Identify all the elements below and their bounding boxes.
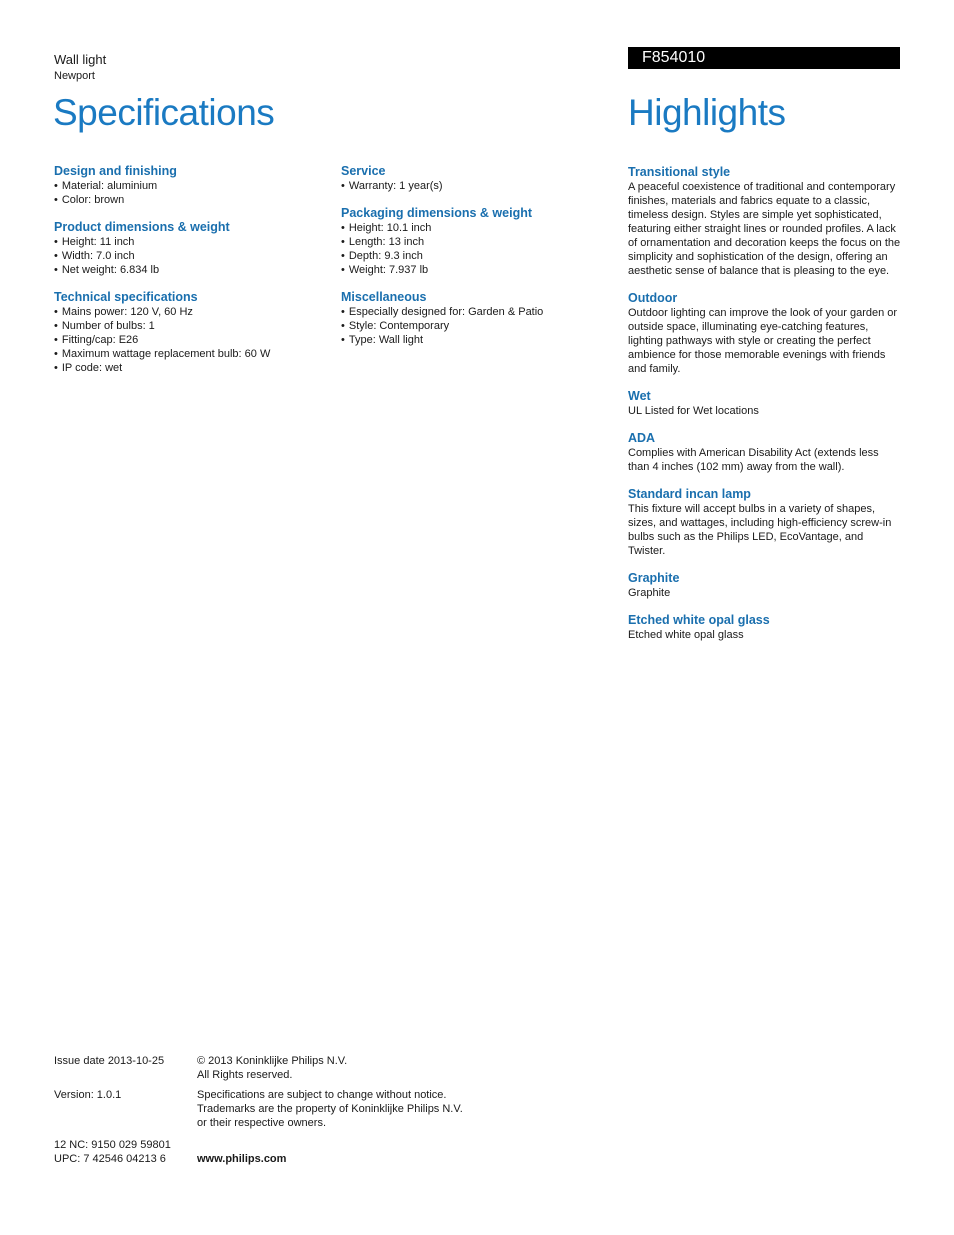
spec-section-service [341, 164, 611, 193]
highlight-outdoor [628, 291, 902, 376]
highlight-title: Graphite [628, 571, 680, 585]
spec-item: • Height: 11 inch [54, 235, 324, 249]
product-type: Wall light [54, 52, 107, 67]
footer-left [54, 1054, 171, 1166]
spec-item: • Length: 13 inch [341, 235, 611, 249]
copyright-line: © 2013 Koninklijke Philips N.V. [197, 1055, 348, 1067]
spec-item: • Color: brown [54, 193, 324, 207]
spec-item: • Mains power: 120 V, 60 Hz [54, 305, 324, 319]
issue-date: Issue date 2013-10-25 [54, 1055, 165, 1067]
spec-item: • Width: 7.0 inch [54, 249, 324, 263]
spec-item: • Material: aluminium [54, 179, 324, 193]
trademark-line: Trademarks are the property of Koninklijke Philips N.V. [197, 1103, 463, 1115]
spec-item: • IP code: wet [54, 361, 324, 375]
highlight-title: Etched white opal glass [628, 613, 770, 627]
spec-section-title: Miscellaneous [341, 290, 427, 304]
model-number-bar: F854010 [628, 47, 900, 69]
spec-item: • Weight: 7.937 lb [341, 263, 611, 277]
specs-right-column [341, 164, 611, 360]
spec-item: • Height: 10.1 inch [341, 221, 611, 235]
highlight-text: Complies with American Disability Act (extends less than 4 inches (102 mm) away from the wall). [628, 447, 879, 473]
highlight-title: ADA [628, 431, 656, 445]
spec-section-title: Service [341, 164, 386, 178]
specs-left-column [54, 164, 324, 388]
spec-section-product-dimensions [54, 220, 324, 277]
highlight-text: Outdoor lighting can improve the look of your garden or outside space, illuminating eye-catching features, lighting pathways with style or creating the perfect ambience for those memorable evenings with friends and family. [628, 307, 898, 375]
highlight-wet [628, 389, 902, 418]
spec-item: • Type: Wall light [341, 333, 611, 347]
product-name: Newport [54, 70, 95, 82]
spec-item: • Depth: 9.3 inch [341, 249, 611, 263]
highlights-column [628, 165, 902, 655]
spec-item: • Maximum wattage replacement bulb: 60 W [54, 347, 324, 361]
spec-section-miscellaneous [341, 290, 611, 347]
spec-section-packaging [341, 206, 611, 277]
spec-section-title: Product dimensions & weight [54, 220, 230, 234]
highlight-etched-glass [628, 613, 902, 642]
spec-section-title: Design and finishing [54, 164, 177, 178]
spec-section-design [54, 164, 324, 207]
spec-section-title: Packaging dimensions & weight [341, 206, 533, 220]
spec-section-technical [54, 290, 324, 375]
highlight-text: This fixture will accept bulbs in a variety of shapes, sizes, and wattages, including high-efficiency screw-in bulbs such as the Philips LED, EcoVantage, and Twister. [628, 503, 892, 557]
spec-item: • Especially designed for: Garden & Patio [341, 305, 611, 319]
highlight-transitional-style [628, 165, 902, 278]
highlight-title: Outdoor [628, 291, 678, 305]
specifications-title: Specifications [53, 92, 275, 133]
website-link[interactable]: www.philips.com [197, 1153, 287, 1165]
highlight-text: UL Listed for Wet locations [628, 405, 759, 417]
spec-item: • Style: Contemporary [341, 319, 611, 333]
highlight-standard-incan-lamp [628, 487, 902, 558]
spec-item: • Warranty: 1 year(s) [341, 179, 611, 193]
version: Version: 1.0.1 [54, 1089, 122, 1101]
highlight-title: Transitional style [628, 165, 731, 179]
spec-section-title: Technical specifications [54, 290, 198, 304]
spec-item: • Fitting/cap: E26 [54, 333, 324, 347]
highlight-text: A peaceful coexistence of traditional and contemporary finishes, materials and fabrics equate to a classic, timeless design. Styles are simple yet sophisticated, featuring either straight lines or rounded profiles. A lack of ornamentation and decoration keeps the focus on the simplicity and sophistication of the design, offering an aesthetic sense of balance that is pleasing to the eye. [628, 181, 901, 277]
spec-item: • Net weight: 6.834 lb [54, 263, 324, 277]
owners-line: or their respective owners. [197, 1117, 326, 1129]
highlight-title: Wet [628, 389, 651, 403]
highlight-graphite [628, 571, 902, 600]
upc-number: UPC: 7 42546 04213 6 [54, 1153, 166, 1165]
notice-line: Specifications are subject to change without notice. [197, 1089, 447, 1101]
highlights-title: Highlights [628, 92, 786, 133]
highlight-text: Etched white opal glass [628, 629, 744, 641]
highlight-title: Standard incan lamp [628, 487, 751, 501]
spec-item: • Number of bulbs: 1 [54, 319, 324, 333]
nc-number: 12 NC: 9150 029 59801 [54, 1139, 171, 1151]
footer-right [197, 1054, 463, 1166]
highlight-text: Graphite [628, 587, 671, 599]
rights-line: All Rights reserved. [197, 1069, 293, 1081]
highlight-ada [628, 431, 902, 474]
